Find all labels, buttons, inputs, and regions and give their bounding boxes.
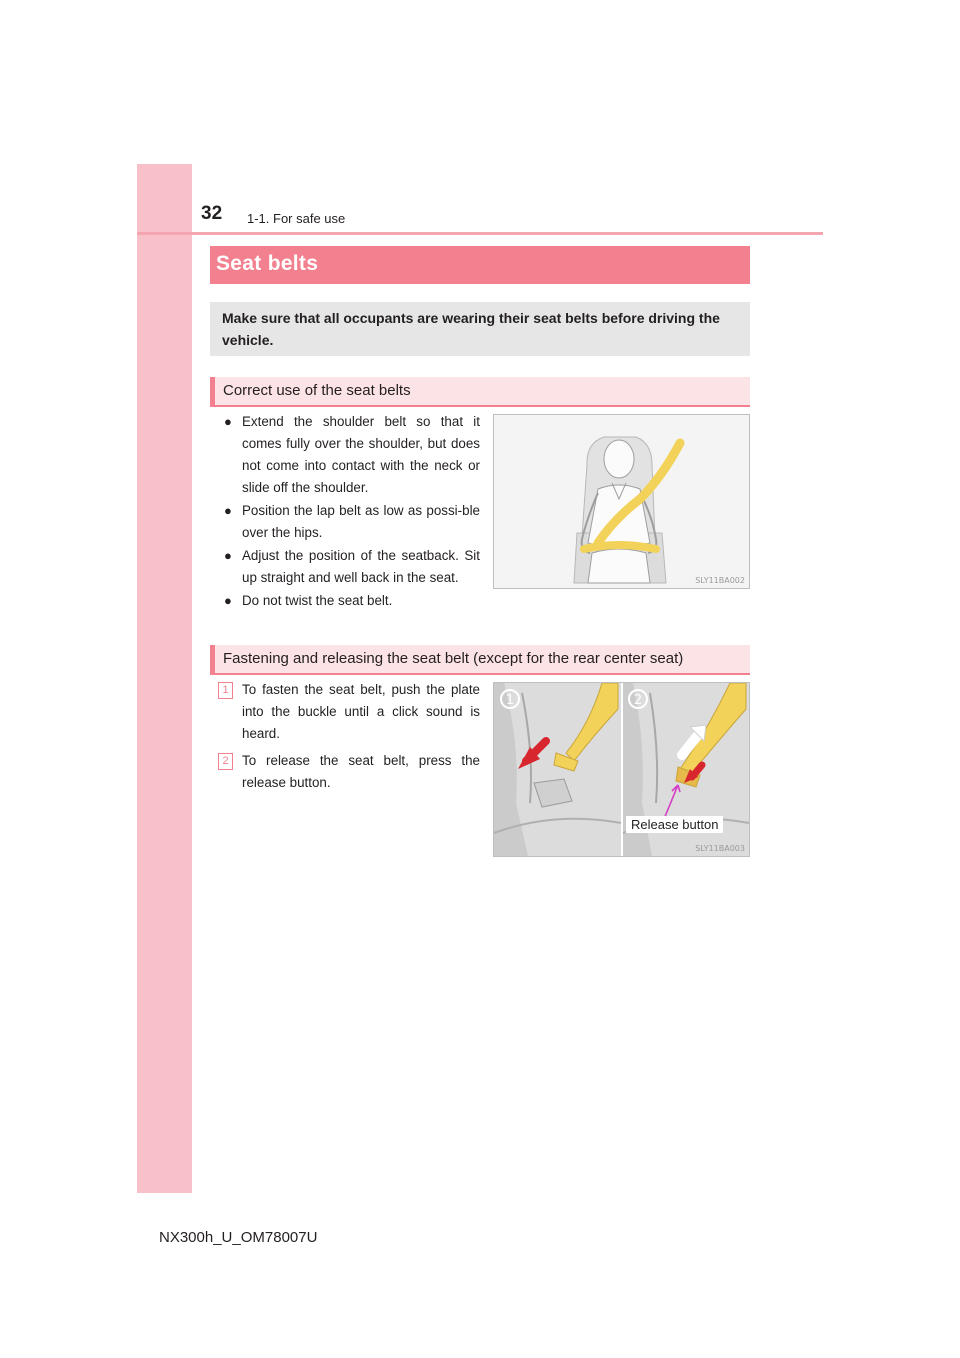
figure-code: SLY11BA002	[695, 576, 745, 585]
subheading-text: Correct use of the seat belts	[223, 382, 411, 399]
title-bar	[210, 246, 750, 284]
release-button-callout: Release button	[626, 816, 723, 833]
subheading-fastening	[210, 645, 750, 675]
subheading-correct-use	[210, 377, 750, 407]
step-list	[218, 679, 480, 799]
bullet-icon: ●	[224, 414, 232, 429]
step-text: To release the seat belt, press the release button.	[242, 753, 480, 790]
page-number: 32	[201, 203, 223, 224]
figure-code: SLY11BA003	[695, 844, 745, 853]
list-item	[224, 500, 480, 544]
bullet-icon: ●	[224, 503, 232, 518]
bullet-text: Position the lap belt as low as possi-ble over the hips.	[242, 503, 480, 540]
list-item	[218, 750, 480, 794]
list-item	[224, 590, 480, 612]
step-number-badge: 2	[218, 753, 233, 770]
panel-number-1: 1	[505, 693, 515, 708]
footer-manual-code: NX300h_U_OM78007U	[159, 1229, 318, 1246]
panel-number-2: 2	[633, 693, 643, 708]
bullet-icon: ●	[224, 548, 232, 563]
intro-box	[210, 302, 750, 356]
bullet-text: Adjust the position of the seatback. Sit up straight and well back in the seat.	[242, 548, 480, 585]
step-text: To fasten the seat belt, push the plate into the buckle until a click sound is heard.	[242, 682, 480, 741]
intro-text: Make sure that all occupants are wearing their seat belts before driving the vehicle.	[222, 310, 720, 348]
step-number-badge: 1	[218, 682, 233, 699]
list-item	[218, 679, 480, 745]
occupant-seatbelt-icon	[494, 415, 749, 588]
bullet-text: Do not twist the seat belt.	[242, 593, 393, 608]
list-item	[224, 411, 480, 499]
seated-occupant-illustration	[493, 414, 750, 589]
page-title: Seat belts	[216, 252, 319, 275]
side-tab-strip	[137, 164, 192, 1193]
list-item	[224, 545, 480, 589]
bullet-text: Extend the shoulder belt so that it comes fully over the shoulder, but does not come into contact with the neck or slide off the shoulder.	[242, 414, 480, 495]
header-rule	[137, 232, 823, 235]
subheading-text: Fastening and releasing the seat belt (except for the rear center seat)	[223, 650, 684, 667]
bullet-icon: ●	[224, 593, 232, 608]
bullet-list	[224, 411, 480, 613]
section-label: 1-1. For safe use	[247, 211, 346, 226]
